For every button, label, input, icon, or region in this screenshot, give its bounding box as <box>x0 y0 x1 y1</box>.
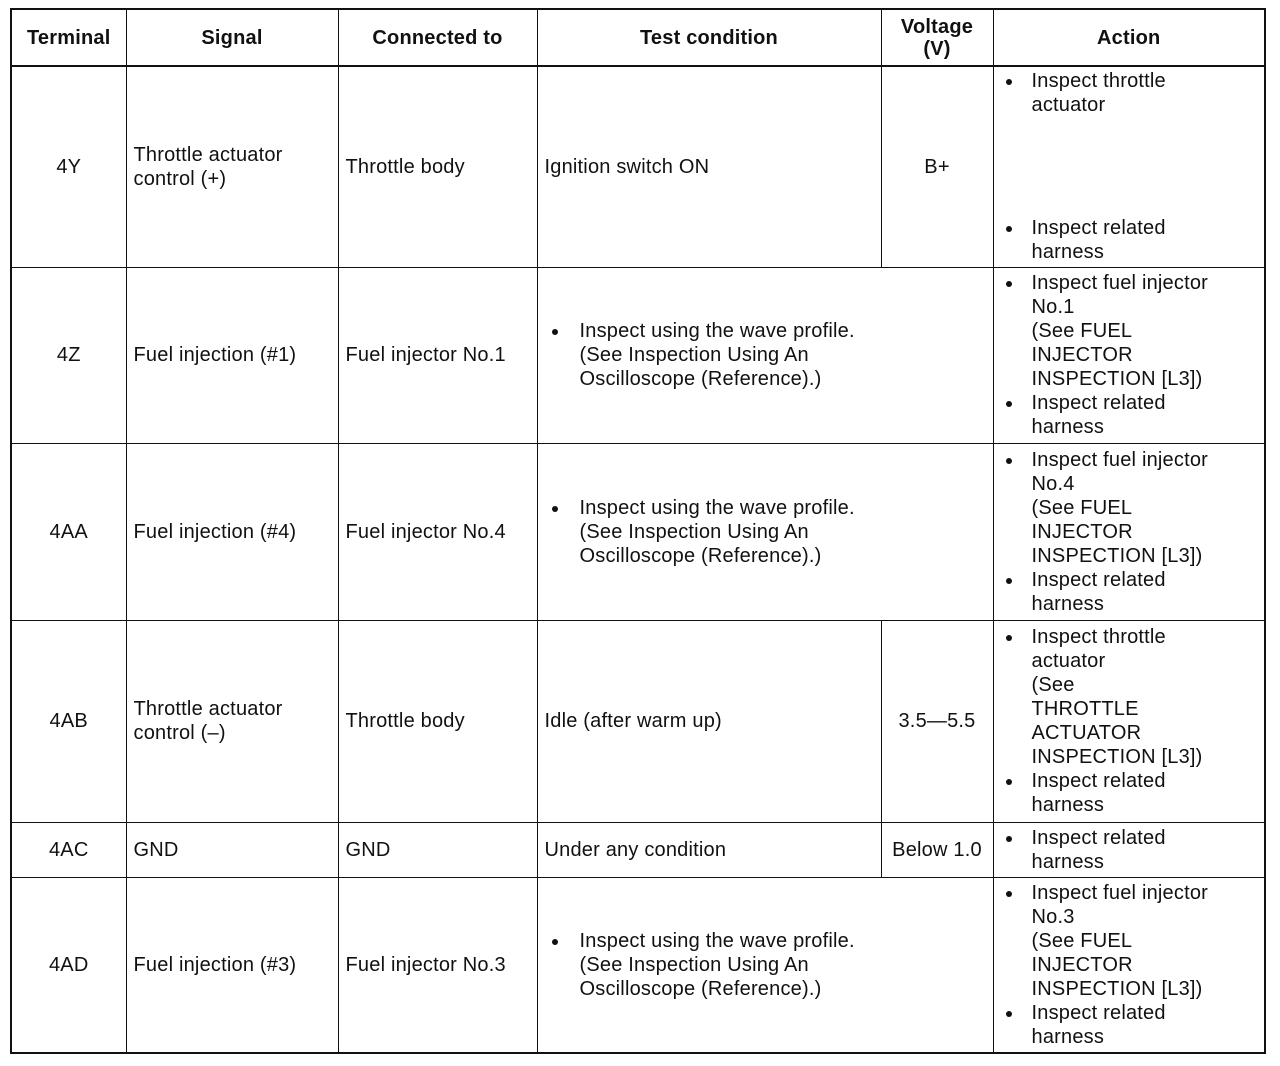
action-cell <box>993 620 1265 822</box>
connected-to-cell: GND <box>338 822 537 877</box>
test-condition-item: Inspect using the wave profile. (See Inspection Using An Oscilloscope (Reference).) <box>545 929 986 1001</box>
header-voltage-line: Voltage <box>900 15 974 38</box>
test-condition-list <box>545 496 986 568</box>
test-condition-cell: Idle (after warm up) <box>537 620 881 822</box>
voltage-cell: B+ <box>881 66 993 267</box>
header-voltage <box>881 9 993 66</box>
action-list <box>1001 448 1258 616</box>
signal-cell <box>126 66 338 267</box>
action-item: Inspect fuel injector No.1 (See FUEL INJECTOR INSPECTION [L3]) <box>1001 271 1258 391</box>
test-condition-item: Inspect using the wave profile. (See Inspection Using An Oscilloscope (Reference).) <box>545 496 986 568</box>
header-action: Action <box>993 9 1265 66</box>
signal-cell: Fuel injection (#3) <box>126 877 338 1053</box>
terminal-voltage-table <box>10 8 1266 1054</box>
connected-to-cell: Fuel injector No.4 <box>338 443 537 620</box>
terminal-cell: 4Z <box>11 267 126 443</box>
action-item: Inspect related harness <box>1001 1001 1258 1049</box>
connected-to-cell: Fuel injector No.3 <box>338 877 537 1053</box>
table-row <box>11 620 1265 822</box>
signal-cell <box>126 620 338 822</box>
test-condition-cell: Under any condition <box>537 822 881 877</box>
header-test-condition: Test condition <box>537 9 881 66</box>
voltage-cell: Below 1.0 <box>881 822 993 877</box>
signal-cell: GND <box>126 822 338 877</box>
terminal-cell: 4AD <box>11 877 126 1053</box>
table-row <box>11 822 1265 877</box>
connected-to-cell: Fuel injector No.1 <box>338 267 537 443</box>
signal-line: control (–) <box>133 722 226 744</box>
terminal-cell: 4AB <box>11 620 126 822</box>
test-condition-cell <box>537 443 993 620</box>
table-row <box>11 66 1265 267</box>
action-item: Inspect fuel injector No.3 (See FUEL INJECTOR INSPECTION [L3]) <box>1001 881 1258 1001</box>
action-list <box>1001 826 1258 874</box>
test-condition-item: Inspect using the wave profile. (See Inspection Using An Oscilloscope (Reference).) <box>545 319 986 391</box>
action-item: Inspect throttle actuator (See THROTTLE ACTUATOR INSPECTION [L3]) <box>1001 625 1258 769</box>
test-condition-list <box>545 929 986 1001</box>
signal-cell: Fuel injection (#1) <box>126 267 338 443</box>
action-item: Inspect throttle actuator <box>1001 69 1258 117</box>
connected-to-cell: Throttle body <box>338 66 537 267</box>
action-item: Inspect related harness <box>1001 769 1258 817</box>
action-cell <box>993 443 1265 620</box>
action-item: Inspect related harness <box>1001 216 1258 264</box>
table-row <box>11 443 1265 620</box>
header-voltage-line: (V) <box>923 37 951 60</box>
action-list <box>1001 69 1258 264</box>
test-condition-list <box>545 319 986 391</box>
voltage-cell: 3.5—5.5 <box>881 620 993 822</box>
connected-to-cell: Throttle body <box>338 620 537 822</box>
action-item: Inspect related harness <box>1001 826 1258 874</box>
action-cell <box>993 877 1265 1053</box>
header-terminal: Terminal <box>11 9 126 66</box>
signal-line: Throttle actuator <box>133 143 283 166</box>
header-connected-to: Connected to <box>338 9 537 66</box>
table-row <box>11 267 1265 443</box>
test-condition-cell: Ignition switch ON <box>537 66 881 267</box>
signal-line: control (+) <box>133 167 227 190</box>
action-list <box>1001 881 1258 1049</box>
terminal-cell: 4Y <box>11 66 126 267</box>
test-condition-cell <box>537 267 993 443</box>
action-list <box>1001 271 1258 439</box>
action-item: Inspect related harness <box>1001 568 1258 616</box>
action-list <box>1001 625 1258 817</box>
table-row <box>11 877 1265 1053</box>
header-row <box>11 9 1265 66</box>
terminal-cell: 4AC <box>11 822 126 877</box>
header-signal: Signal <box>126 9 338 66</box>
test-condition-cell <box>537 877 993 1053</box>
signal-cell: Fuel injection (#4) <box>126 443 338 620</box>
action-cell <box>993 66 1265 267</box>
signal-line: Throttle actuator <box>133 698 283 720</box>
action-item: Inspect fuel injector No.4 (See FUEL INJECTOR INSPECTION [L3]) <box>1001 448 1258 568</box>
action-item: Inspect related harness <box>1001 391 1258 439</box>
action-cell <box>993 822 1265 877</box>
action-cell <box>993 267 1265 443</box>
terminal-cell: 4AA <box>11 443 126 620</box>
